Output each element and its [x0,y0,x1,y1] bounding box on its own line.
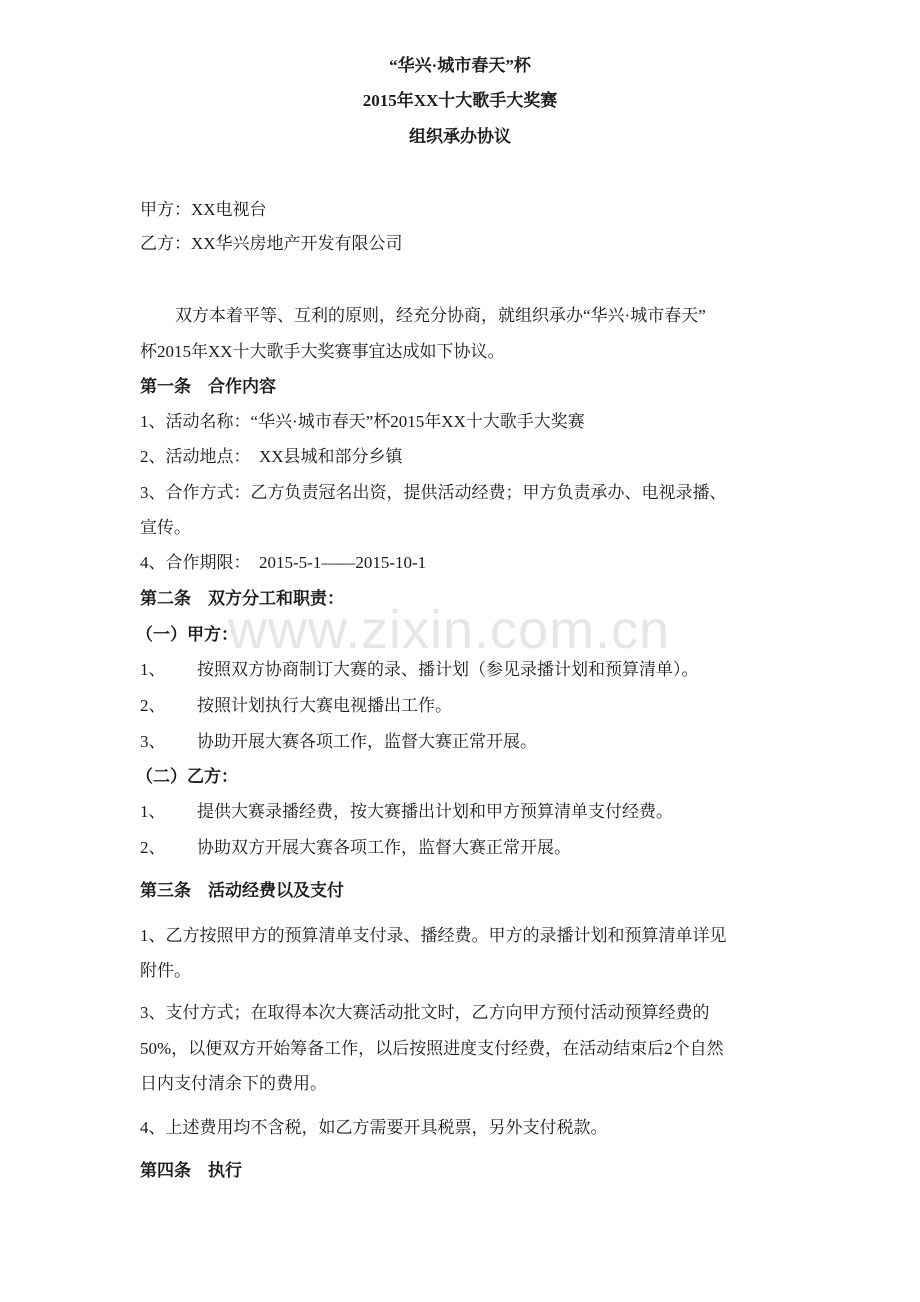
party-b: 乙方：XX华兴房地产开发有限公司 [140,234,403,253]
intro-line-1: 双方本着平等、互利的原则，经充分协商，就组织承办“华兴·城市春天” [175,306,706,325]
article3-item4: 4、上述费用均不含税，如乙方需要开具税票，另外支付税款。 [140,1118,608,1137]
article3-item3-line2: 50%，以便双方开始筹备工作，以后按照进度支付经费，在活动结束后2个自然 [140,1039,724,1058]
party-a: 甲方：XX电视台 [140,200,267,219]
list-number: 1、 [140,802,166,821]
article2-b-item [140,801,673,823]
article3-item3-line3: 日内支付清余下的费用。 [140,1074,327,1093]
article1-item2: 2、活动地点： XX县城和部分乡镇 [140,447,403,466]
list-number: 2、 [140,838,166,857]
article3-heading: 第三条 活动经费以及支付 [140,881,344,900]
article3-item1-line1: 1、乙方按照甲方的预算清单支付录、播经费。甲方的录播计划和预算清单详见 [140,926,727,945]
article2-a-item [140,695,452,717]
list-text: 协助双方开展大赛各项工作，监督大赛正常开展。 [197,838,571,857]
list-number: 3、 [140,732,166,751]
article2-heading: 第二条 双方分工和职责： [140,589,344,608]
list-text: 按照双方协商制订大赛的录、播计划（参见录播计划和预算清单）。 [197,660,699,679]
article1-item4: 4、合作期限： 2015-5-1——2015-10-1 [140,553,427,572]
article1-item1: 1、活动名称：“华兴·城市春天”杯2015年XX十大歌手大奖赛 [140,412,585,431]
article3-item1-line2: 附件。 [140,961,191,980]
article4-heading: 第四条 执行 [140,1161,242,1180]
title-line-2: 2015年XX十大歌手大奖赛 [362,91,558,110]
article2-a-item [140,731,537,753]
article1-item3-line2: 宣传。 [140,518,191,537]
article1-item3-line1: 3、合作方式：乙方负责冠名出资，提供活动经费；甲方负责承办、电视录播、 [140,483,727,502]
list-number: 2、 [140,696,166,715]
list-text: 协助开展大赛各项工作，监督大赛正常开展。 [197,732,537,751]
article2-b-item [140,837,571,859]
article3-item3-line1: 3、支付方式；在取得本次大赛活动批文时，乙方向甲方预付活动预算经费的 [140,1003,710,1022]
watermark: www.zixin.com.cn [228,600,671,660]
list-number: 1、 [140,660,166,679]
list-text: 提供大赛录播经费，按大赛播出计划和甲方预算清单支付经费。 [197,802,673,821]
title-line-3: 组织承办协议 [409,127,511,146]
article2-a-item [140,659,699,681]
intro-line-2: 杯2015年XX十大歌手大奖赛事宜达成如下协议。 [140,342,505,361]
title-line-1: “华兴·城市春天”杯 [389,56,531,75]
article2-sub-a: （一）甲方： [136,625,238,644]
list-text: 按照计划执行大赛电视播出工作。 [197,696,452,715]
article2-sub-b: （二）乙方： [136,767,238,786]
article1-heading: 第一条 合作内容 [140,377,276,396]
